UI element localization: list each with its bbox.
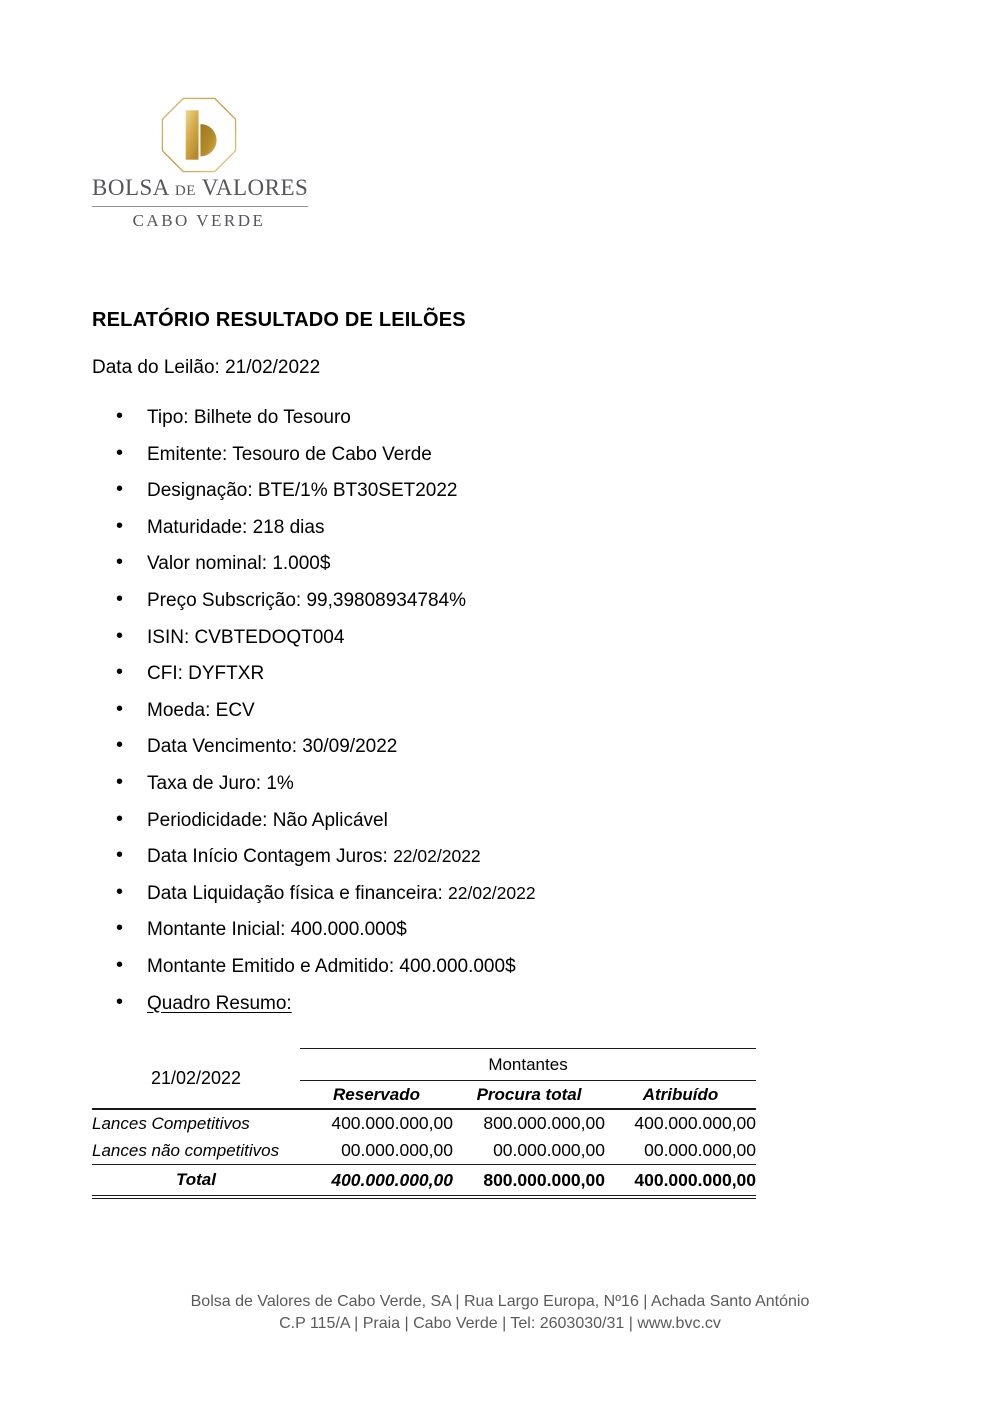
bullet-date: 22/02/2022 [393,846,481,867]
bullet-text: Moeda: ECV [147,699,255,721]
table-date-header: 21/02/2022 [92,1049,300,1110]
total-value: 400.000.000,00 [300,1165,453,1198]
logo-wordmark [92,175,309,207]
row-label: Lances não competitivos [92,1137,300,1165]
list-item-isin [92,626,812,663]
list-item-montante-emitido [92,955,812,992]
table-row-lances-nao-competitivos [92,1137,756,1165]
logo-word-de: DE [174,183,196,199]
list-item-data-vencimento [92,735,812,772]
table-row-total [92,1165,756,1198]
footer-contact-line: C.P 115/A | Praia | Cabo Verde | Tel: 2603030/31 | www.bvc.cv [279,1315,721,1332]
list-item-preco-subscricao [92,589,812,626]
bullet-text: Maturidade: 218 dias [147,516,325,538]
bullet-text: Preço Subscrição: 99,39808934784% [147,589,467,611]
column-header-reservado: Reservado [300,1081,453,1110]
cell-value: 00.000.000,00 [605,1137,756,1165]
cell-value: 00.000.000,00 [453,1137,605,1165]
logo-word-bolsa: BOLSA [92,175,169,200]
bullet-text: Periodicidade: Não Aplicável [147,809,388,831]
list-item-moeda [92,699,812,736]
bullet-text: Emitente: Tesouro de Cabo Verde [147,443,432,465]
list-item-maturidade [92,516,812,553]
list-item-cfi [92,662,812,699]
cell-value: 400.000.000,00 [331,1113,453,1133]
bullet-text: Designação: BTE/1% BT30SET2022 [147,480,458,502]
summary-table [92,1048,756,1199]
bullet-text: Montante Inicial: 400.000.000$ [147,919,407,941]
bullet-text: ISIN: CVBTEDOQT004 [147,626,345,648]
octagon-b-monogram-icon [161,96,237,174]
bullet-date: 22/02/2022 [448,882,536,903]
total-value: 800.000.000,00 [453,1165,605,1198]
list-item-valor-nominal [92,552,812,589]
list-item-periodicidade [92,809,812,846]
bullet-text: CFI: DYFTXR [147,663,265,685]
bullet-text: Taxa de Juro: 1% [147,772,294,794]
column-header-atribuido: Atribuído [605,1081,756,1110]
list-item-montante-inicial [92,918,812,955]
auction-date-line: Data do Leilão: 21/02/2022 [92,357,321,378]
table-group-header-row [92,1049,756,1081]
bullet-text: Tipo: Bilhete do Tesouro [147,407,351,428]
table-row-lances-competitivos [92,1109,756,1137]
bullet-text: Montante Emitido e Admitido: 400.000.000$ [147,955,516,977]
bullet-text: Quadro Resumo: [147,992,292,1014]
page-footer [0,1291,1000,1335]
bullet-text: Data Início Contagem Juros: [147,846,394,868]
list-item-data-liquidacao [92,882,812,919]
list-item-emitente [92,443,812,480]
list-item-tipo [92,406,812,443]
row-label: Lances Competitivos [92,1113,250,1133]
total-value: 400.000.000,00 [605,1165,756,1198]
bullet-text: Valor nominal: 1.000$ [147,553,331,575]
logo-word-valores: VALORES [201,175,309,200]
logo-subtitle: CABO VERDE [132,211,266,230]
list-item-designacao [92,479,812,516]
table-group-header: Montantes [300,1049,756,1081]
cell-value: 00.000.000,00 [300,1137,453,1165]
cell-value: 800.000.000,00 [483,1113,605,1133]
column-header-procura-total: Procura total [453,1081,605,1110]
page-title: RELATÓRIO RESULTADO DE LEILÕES [92,309,466,331]
bullet-text: Data Liquidação física e financeira: [147,882,449,904]
bvc-logo [92,96,309,231]
list-item-quadro-resumo [92,992,812,1029]
list-item-taxa-juro [92,772,812,809]
total-label: Total [92,1165,300,1198]
footer-address-line: Bolsa de Valores de Cabo Verde, SA | Rua Largo Europa, Nº16 | Achada Santo António [190,1293,810,1310]
cell-value: 400.000.000,00 [634,1113,757,1133]
list-item-data-inicio-juros [92,845,812,882]
auction-details-list [92,406,812,1028]
bullet-text: Data Vencimento: 30/09/2022 [147,736,398,758]
